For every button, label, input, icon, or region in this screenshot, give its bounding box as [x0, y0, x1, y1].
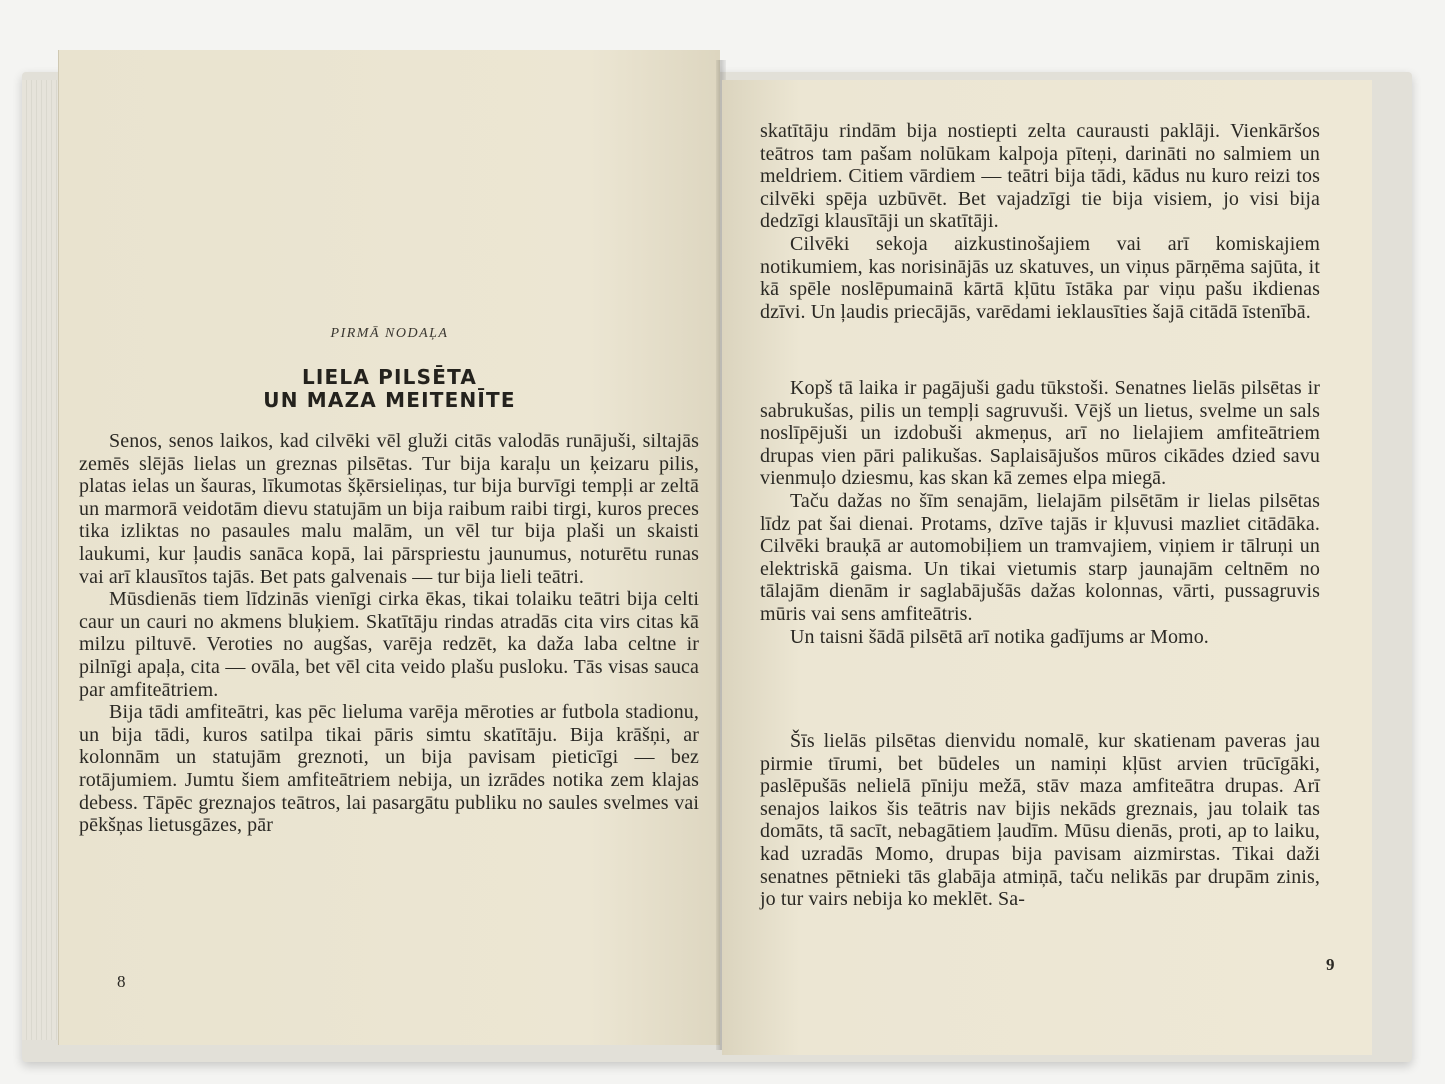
- paragraph: Taču dažas no šīm senajām, lielajām pilsētām ir lielas pilsētas līdz pat šai dienai. Protams, dzīve tajās ir kļuvusi mazliet citādāka. Cilvēki brauķā ar automobiļiem un tramvajiem, viņiem ir tālruņi un elektriskā gaisma. Un tikai vietumis starp jaunajām celtnēm no tālajām dienām ir saglabājušās dažas kolonnas, vārti, pussagruvis mūris vai sens amfiteātris.: [760, 489, 1320, 625]
- paragraph: Senos, senos laikos, kad cilvēki vēl gluži citās valodās runājuši, siltajās zemēs slējās lielas un greznas pilsētas. Tur bija karaļu un ķeizaru pilis, platas ielas un šauras, līkumotas šķērsieliņas, tur bija burvīgi tempļi ar zeltā un marmorā veidotām dievu statujām un bija raibum raibi tirgi, kuros preces tika izliktas no pasaules malu malām, un vēl tur bija plaši un skaisti laukumi, kur ļaudis sanāca kopā, lai pārspriestu jaunumus, noturētu runas vai arī klausītos tajās. Bet pats galvenais — tur bija lieli teātri.: [79, 430, 699, 588]
- page-edges: [22, 80, 60, 1040]
- chapter-title-line-2: UN MAZA MEITENĪTE: [263, 388, 516, 412]
- right-page-body-bottom: [760, 730, 1320, 911]
- page-number-right: 9: [1326, 955, 1335, 974]
- chapter-title-line-1: LIELA PILSĒTA: [301, 365, 478, 389]
- paragraph: Kopš tā laika ir pagājuši gadu tūkstoši. Senatnes lielās pilsētas ir sabrukušas, pilis un tempļi sagruvuši. Vējš un lietus, svelme un sals noslīpējuši un izdobuši akmeņus, arī no lielajiem amfiteātriem drupas vien pāri palikušas. Saplaisājušos mūros cikādes dzied savu vienmuļo dziesmu, kas skan kā zemes elpa miegā.: [760, 377, 1320, 490]
- paragraph: Cilvēki sekoja aizkustinošajiem vai arī komiskajiem notikumiem, kas norisinājās uz skatuves, un viņus pārņēma sajūta, it kā spēle noslēpumainā kārtā kļūtu īstāka par viņu pašu ikdienas dzīvi. Un ļaudis priecājās, varēdami ieklausīties šajā citādā īstenībā.: [760, 232, 1320, 323]
- page-number-left: 8: [117, 972, 126, 991]
- paragraph: Šīs lielās pilsētas dienvidu nomalē, kur skatienam paveras jau pirmie tīrumi, bet būdeles un namiņi kļūst arvien trūcīgāki, paslēpušās nelielā pīniju mežā, stāv maza amfiteātra drupas. Arī senajos laikos šis teātris nav bijis nekāds greznais, jau tolaik tas domāts, tā sacīt, nebagātiem ļaudīm. Mūsu dienās, proti, ap to laiku, kad uzradās Momo, drupas bija pavisam aizmirstas. Tikai daži senatnes pētnieki tās glabāja atmiņā, taču nelikās par drupām zinis, jo tur vairs nebija ko meklēt. Sa-: [760, 730, 1320, 911]
- right-page-body-top: [760, 120, 1320, 323]
- left-page-body: [79, 430, 699, 837]
- paragraph: Bija tādi amfiteātri, kas pēc lieluma varēja mēroties ar futbola stadionu, un bija tādi, kuros satilpa tikai pāris simtu skatītāju. Bija krāšņi, ar kolonnām un statujām greznoti, un bija pavisam pieticīgi — bez rotājumiem. Jumtu šiem amfiteātriem nebija, un izrādes notika zem klajas debess. Tāpēc greznajos teātros, lai pasargātu publiku no saules svelmes vai pēkšņas lietusgāzes, pār: [79, 701, 699, 837]
- chapter-label: PIRMĀ NODAĻA: [330, 326, 449, 341]
- paragraph: skatītāju rindām bija nostiepti zelta caurausti paklāji. Vienkāršos teātros tam pašam nolūkam kalpoja pīteņi, darināti no salmiem un meldriem. Citiem vārdiem — teātri bija tādi, kādus nu kuro reizi tos cilvēki spēja uzbūvēt. Bet vajadzīgi tie bija visiem, jo visi bija dedzīgi klausītāji un skatītāji.: [760, 120, 1320, 233]
- right-page-body-middle: [760, 377, 1320, 648]
- paragraph: Mūsdienās tiem līdzinās vienīgi cirka ēkas, tikai tolaiku teātri bija celti caur un cauri no akmens bluķiem. Skatītāju rindas atradās cita virs citas kā milzu piltuvē. Veroties no augšas, varēja redzēt, ka daža laba celtne ir pilnīgi apaļa, cita — ovāla, bet vēl cita veido plašu pusloku. Tās visas sauca par amfiteātriem.: [79, 588, 699, 701]
- right-page: [722, 80, 1372, 1055]
- paragraph: Un taisni šādā pilsētā arī notika gadījums ar Momo.: [790, 625, 1209, 648]
- chapter-title: [59, 366, 720, 412]
- left-page: [58, 50, 720, 1045]
